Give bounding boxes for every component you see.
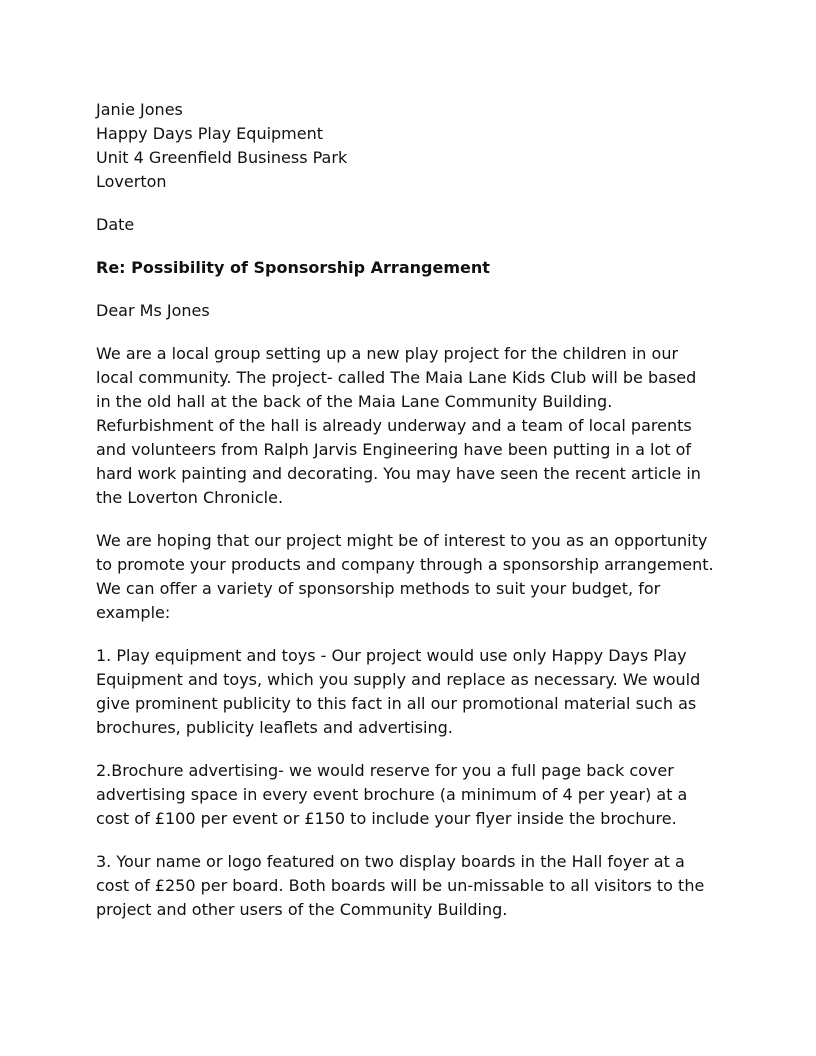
paragraph-line: 3. Your name or logo featured on two display boards in the Hall foyer at a: [96, 852, 685, 871]
paragraph-line: Equipment and toys, which you supply and replace as necessary. We would: [96, 670, 701, 689]
paragraph-sponsorship: [96, 529, 726, 625]
paragraph-line: We are a local group setting up a new play project for the children in our: [96, 344, 679, 363]
paragraph-line: hard work painting and decorating. You may have seen the recent article in: [96, 464, 701, 483]
paragraph-line: example:: [96, 603, 171, 622]
paragraph-line: We can offer a variety of sponsorship methods to suit your budget, for: [96, 579, 661, 598]
paragraph-line: give prominent publicity to this fact in all our promotional material such as: [96, 694, 697, 713]
paragraph-line: brochures, publicity leaflets and advertising.: [96, 718, 453, 737]
paragraph-line: to promote your products and company through a sponsorship arrangement.: [96, 555, 714, 574]
letter-date: Date: [96, 215, 135, 234]
recipient-address: [96, 98, 726, 194]
paragraph-line: project and other users of the Community Building.: [96, 900, 508, 919]
paragraph-line: cost of £100 per event or £150 to include your flyer inside the brochure.: [96, 809, 677, 828]
recipient-company: Happy Days Play Equipment: [96, 124, 324, 143]
paragraph-option-3: [96, 850, 726, 922]
paragraph-line: 1. Play equipment and toys - Our project would use only Happy Days Play: [96, 646, 687, 665]
paragraph-option-1: [96, 644, 726, 740]
paragraph-intro: [96, 342, 726, 510]
paragraph-line: in the old hall at the back of the Maia Lane Community Building.: [96, 392, 613, 411]
letter-body: [96, 98, 726, 922]
paragraph-line: Refurbishment of the hall is already underway and a team of local parents: [96, 416, 692, 435]
letter-subject: Re: Possibility of Sponsorship Arrangement: [96, 258, 490, 277]
paragraph-line: and volunteers from Ralph Jarvis Engineering have been putting in a lot of: [96, 440, 692, 459]
letter-salutation: Dear Ms Jones: [96, 301, 210, 320]
paragraph-line: 2.Brochure advertising- we would reserve for you a full page back cover: [96, 761, 674, 780]
recipient-name: Janie Jones: [96, 100, 183, 119]
paragraph-option-2: [96, 759, 726, 831]
recipient-street: Unit 4 Greenfield Business Park: [96, 148, 348, 167]
paragraph-line: local community. The project- called The Maia Lane Kids Club will be based: [96, 368, 697, 387]
paragraph-line: cost of £250 per board. Both boards will be un-missable to all visitors to the: [96, 876, 705, 895]
recipient-town: Loverton: [96, 172, 167, 191]
paragraph-line: the Loverton Chronicle.: [96, 488, 284, 507]
paragraph-line: We are hoping that our project might be of interest to you as an opportunity: [96, 531, 708, 550]
paragraph-line: advertising space in every event brochure (a minimum of 4 per year) at a: [96, 785, 688, 804]
